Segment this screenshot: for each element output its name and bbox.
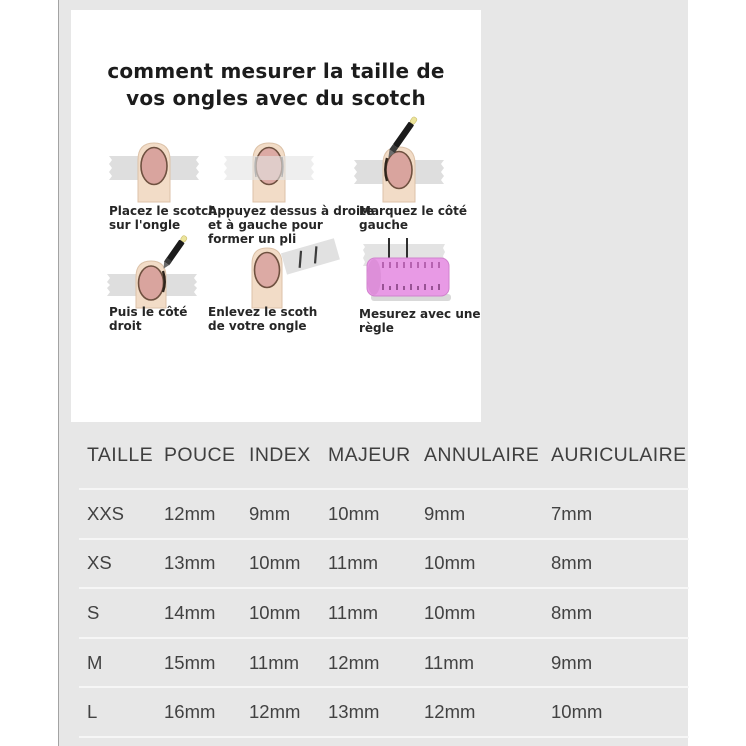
measurement-cell: 13mm bbox=[328, 701, 380, 723]
measurement-cell: 11mm bbox=[424, 651, 475, 673]
measurement-cell: 11mm bbox=[328, 601, 379, 623]
measurement-cell: 8mm bbox=[551, 552, 593, 574]
measurement-cell: 12mm bbox=[249, 701, 301, 723]
size-cell: M bbox=[87, 651, 103, 673]
table-row-xxs bbox=[79, 490, 689, 540]
measurement-cell: 10mm bbox=[249, 601, 301, 623]
step-caption-puis: Puis le côté droit bbox=[109, 305, 188, 333]
tape-removed-icon bbox=[231, 238, 341, 308]
measurement-cell: 9mm bbox=[249, 502, 291, 524]
column-header-pouce: POUCE bbox=[164, 443, 236, 466]
card-title bbox=[71, 58, 481, 112]
table-row-m bbox=[79, 639, 689, 689]
column-header-taille: TAILLE bbox=[87, 443, 153, 466]
finger-tape-pressed-icon bbox=[214, 130, 324, 202]
pen-mark-right-icon bbox=[99, 238, 209, 308]
step-caption-enlevez: Enlevez le scoth de votre ongle bbox=[208, 305, 318, 333]
table-row-s bbox=[79, 589, 689, 639]
measurement-cell: 16mm bbox=[164, 701, 216, 723]
column-header-auriculaire: AURICULAIRE bbox=[551, 443, 687, 466]
table-header-row bbox=[79, 422, 689, 490]
measurement-cell: 12mm bbox=[424, 701, 476, 723]
measurement-cell: 10mm bbox=[551, 701, 603, 723]
size-table bbox=[59, 422, 689, 738]
measurement-cell: 12mm bbox=[164, 502, 216, 524]
step-caption-mesurez: Mesurez avec une règle bbox=[359, 307, 481, 335]
measurement-cell: 10mm bbox=[249, 552, 301, 574]
table-row-xs bbox=[79, 540, 689, 590]
measurement-cell: 11mm bbox=[249, 651, 300, 673]
measurement-cell: 7mm bbox=[551, 502, 593, 524]
column-header-index: INDEX bbox=[249, 443, 311, 466]
measurement-cell: 9mm bbox=[424, 502, 466, 524]
size-cell: L bbox=[87, 701, 98, 723]
ruler-icon bbox=[349, 238, 459, 308]
finger-tape-icon bbox=[99, 130, 209, 202]
content-column bbox=[58, 0, 688, 746]
size-cell: XXS bbox=[87, 502, 125, 524]
measurement-cell: 10mm bbox=[328, 502, 380, 524]
measurement-cell: 11mm bbox=[328, 552, 379, 574]
step-caption-placez: Placez le scotch sur l'ongle bbox=[109, 204, 217, 232]
size-cell: XS bbox=[87, 552, 112, 574]
measurement-cell: 15mm bbox=[164, 651, 216, 673]
instructions-card bbox=[71, 10, 481, 422]
card-title-line: vos ongles avec du scotch bbox=[126, 86, 426, 110]
step-caption-marquez: Marquez le côté gauche bbox=[359, 204, 468, 232]
step-caption-appuyez: Appuyez dessus à droite et à gauche pour former un pli bbox=[208, 204, 375, 246]
column-header-annulaire: ANNULAIRE bbox=[424, 443, 540, 466]
measurement-cell: 13mm bbox=[164, 552, 216, 574]
measurement-cell: 9mm bbox=[551, 651, 593, 673]
card-title-line: comment mesurer la taille de bbox=[107, 59, 445, 83]
size-cell: S bbox=[87, 601, 100, 623]
measurement-cell: 8mm bbox=[551, 601, 593, 623]
measurement-cell: 12mm bbox=[328, 651, 380, 673]
measurement-cell: 10mm bbox=[424, 601, 476, 623]
pen-mark-left-icon bbox=[344, 117, 454, 202]
measurement-cell: 14mm bbox=[164, 601, 216, 623]
table-row-l bbox=[79, 688, 689, 738]
measurement-cell: 10mm bbox=[424, 552, 476, 574]
column-header-majeur: MAJEUR bbox=[328, 443, 411, 466]
